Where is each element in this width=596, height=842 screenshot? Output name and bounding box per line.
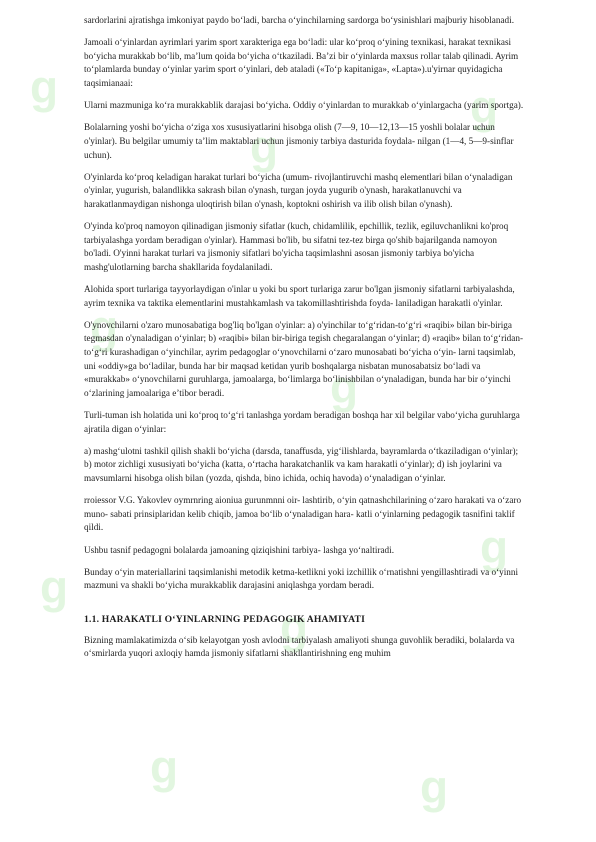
watermark-mark: g	[150, 741, 179, 793]
paragraph: a) mashg‘ulotni tashkil qilish shakli bo‘yicha (darsda, tanaffusda, yig‘ilishlarda, bayramlarda o‘tkaziladigan o‘yinlar); b) motor zichligi xususiyati bo‘yicha (katta, o‘rtacha harakatchanlik va kam harakatli o‘yinlar); d) ish joylarini va mavsumlarni hisobga olish bilan (yozda, qishda, bino ichida, ochiq havoda) o‘ynaladigan o‘yinlar.	[84, 445, 519, 483]
paragraph: Turli-tuman ish holatida uni ko‘proq to‘g‘ri tanlashga yordam beradigan boshqa har xil belgilar vabo‘yicha guruhlarga ajratila digan o‘yinlar:	[84, 410, 520, 434]
paragraph: Bizning mamlakatimizda o‘sib kelayotgan yosh avlodni tarbiyalash amaliyoti shunga guvohlik beradiki, bolalarda va o‘smirlarda yuqori axloqiy hamda jismoniy sifatlarni shakllantirishning eng muhim	[84, 634, 515, 659]
watermark-mark: g	[90, 301, 119, 353]
watermark-mark: g	[470, 81, 499, 133]
watermark-mark: g	[250, 121, 279, 173]
watermark-mark: g	[280, 601, 309, 653]
document-body	[84, 14, 524, 669]
paragraph: O'yinlarda ko‘proq keladigan harakat turlari bo‘yicha (umum- rivojlantiruvchi mashq elementlari bilan o‘ynaladigan o'yinlar, yugurish, balandlikka sakrash bilan o'ynash, turgan joyda yugurib o'ynash, harakatlanuvchi va harakatlanmaydigan nishonga uloqtirish bilan o'ynash, koptokni oshirish va ilib olish bilan o'ynash).	[84, 171, 513, 209]
watermark-mark: g	[30, 61, 59, 113]
paragraph: Jamoali o‘yinlardan ayrimlari yarim sport xarakteriga ega bo‘ladi: ular ko‘proq o‘yining texnikasi, harakat texnikasi bo‘yicha murakkab bo‘lib, ma’lum qoida bo‘yicha o‘tkaziladi. Ba’zi bir o‘yinlarda maxsus rollar talab qilinadi. Ayrim to‘plamlarda bunday o‘yinlar yarim sport o‘yinlari, deb ataladi («To‘p kapitaniga», «Lapta»).u'yirnar quyidagicha taqsimianaai:	[84, 37, 519, 88]
watermark-mark: g	[330, 361, 359, 413]
paragraph: Ularni mazmuniga ko‘ra murakkablik darajasi bo‘yicha. Oddiy o‘yinlardan to murakkab o‘yinlargacha (yarim sportga).	[84, 100, 524, 111]
paragraph: rroiessor V.G. Yakovlev oymrnring aioniua gurunmnni oir- lashtirib, o‘yin qatnashchilarining o‘zaro harakati va o‘zaro muno- sabati prinsiplaridan kelib chiqib, jamoa bo‘lib o‘ynaladigan hara- katli o‘yinlarning pedagogik tasnifini taklif qildi.	[84, 495, 522, 533]
paragraph: Bunday o‘yin materiallarini taqsimlanishi metodik ketma-ketlikni yoki izchillik o‘rnatishni yengillashtiradi va o‘yinni mazmuni va shakli bo‘yicha murakkablik darajasini aniqlashga yordam beradi.	[84, 566, 519, 591]
paragraph: Bolalarning yoshi bo‘yicha o‘ziga xos xususiyatlarini hisobga olish (7—9, 10—12,13—15 yoshli bolalar uchun o'yinlar). Bu belgilar umumiy ta’lim maktablari uchun jismoniy tarbiya dasturida foydala- nilgan (1—4, 5—9-sinflar uchun).	[84, 122, 514, 160]
watermark-mark: g	[420, 761, 449, 813]
paragraph: O'ynovchilarni o'zaro munosabatiga bog'liq bo'lgan o'yinlar: a) o'yinchilar to‘g‘ridan-to‘g‘ri «raqibi» bilan bir-biriga tegmasdan o'ynaladigan o‘yinlar; b) «raqibi» bilan bir-biriga tegish chegaralangan o‘yinlar; d) «raqib» bilan to‘g‘ridan-to‘g‘ri kurashadigan o‘yinchilar, ayrim pedagoglar o‘ynovchilarni o‘zaro munosabati bo‘yicha o‘yin- larni taqsimlab, uni «oddiy»ga bo‘ladilar, bunda har bir maqsad ketidan yurib boshqalarga nisbatan munosabatsiz bo‘ladi va «murakkab» o‘ynovchilarni guruhlarga, jamoalarga, bo‘limlarga bo‘linishbilan o‘ynaladigan, bunda har bir o‘yinchi o‘zlarining jamoalariga e’tibor beradi.	[84, 319, 524, 398]
paragraph: Alohida sport turlariga tayyorlaydigan o'inlar u yoki bu sport turlariga zarur bo'lgan jismoniy sifatlarni tarbiyalashda, ayrim texnika va taktika elementlarini mustahkamlash va takomillashtirishda foyda- laniladigan harakatli o'yinlar.	[84, 284, 515, 308]
watermark-mark: g	[480, 521, 509, 573]
paragraph: sardorlarini ajratishga imkoniyat paydo bo‘ladi, barcha o‘yinchilarning sardorga bo‘ysinishlari majburiy hisoblanadi.	[84, 15, 514, 25]
paragraph: Ushbu tasnif pedagogni bolalarda jamoaning qiziqishini tarbiya- lashga yo‘naltiradi.	[84, 544, 394, 555]
paragraph: O'yinda ko'proq namoyon qilinadigan jismoniy sifatlar (kuch, chidamlilik, epchillik, tezlik, egiluvchanlikni ko'proq tarbiyalashga yordam beradigan o'yinlar). Hammasi bo'lib, bu sifatni tez-tez birga qo'shib bajarilganda namoyon bo'ladi. O'yinni harakat turlari va jismoniy sifatlari bo'yicha taqsimlashni asosan jismoniy tarbiya bo'yicha mashg'ulotlarning barcha shakllarida foydalaniladi.	[84, 221, 509, 272]
watermark-mark: g	[40, 561, 69, 613]
section-heading: 1.1. HARAKATLI O‘YINLARNING PEDAGOGIK AHAMIYATI	[84, 613, 366, 625]
